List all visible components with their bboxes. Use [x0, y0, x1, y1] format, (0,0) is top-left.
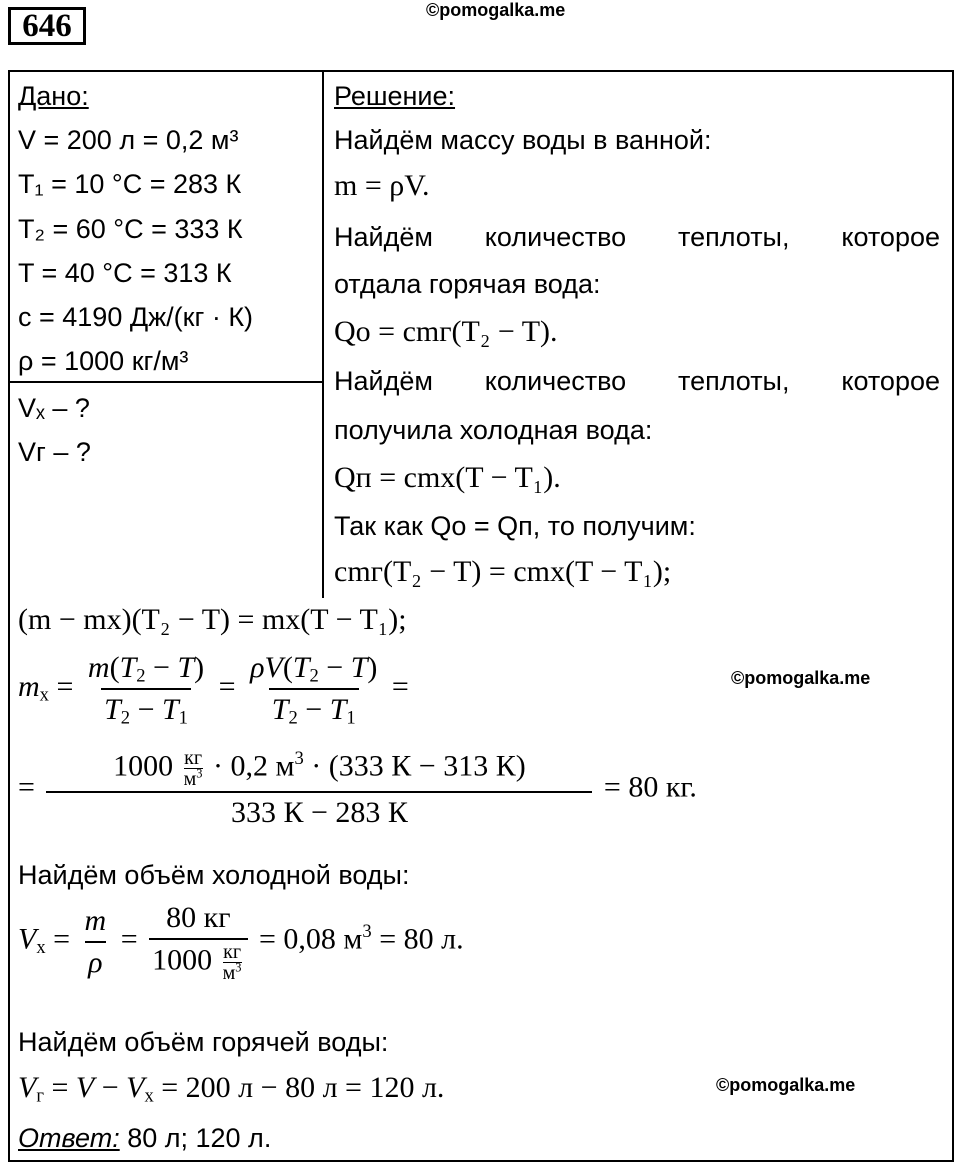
solution-step4: Так как Qо = Qп, то получим:	[334, 511, 696, 541]
watermark: ©pomogalka.me	[426, 0, 566, 20]
formula-qp: Qп = cmх(T − T₁).	[334, 461, 561, 494]
formula-mass: m = ρV.	[334, 169, 430, 202]
mx-formula: $m_х$ = $\frac{m(T_2 - T)}{T_2 - T_1}$ = $\frac{\rho V(T_2 - T)}{T_2 - T_1}$ =	[18, 651, 409, 729]
given-volume: V = 200 л = 0,2 м³	[18, 125, 239, 155]
equation-balance: cmг(T₂ − T) = cmх(T − T₁);	[334, 555, 672, 588]
equation-expand: (m − mх)(T₂ − T) = mх(T − T₁);	[18, 603, 407, 636]
watermark: ©pomogalka.me	[716, 1075, 856, 1095]
mx-numeric: = 1000 кг $м^3$ · 0,2 $м^3 \cdot (333$ К − 313 К) 333 К − 283 К = 80 кг.	[18, 747, 697, 829]
solution-step3-line2: получила холодная вода:	[334, 415, 653, 445]
vx-formula: $V_х$ = $\frac{m}{\rho}$ = 80 кг 1000 кг $м^3$ = 0,08 $м^3 = 80$ л.	[18, 901, 464, 984]
solution-step2-line1: Найдём количество теплоты, которое	[334, 222, 940, 252]
given-c: c = 4190 Дж/(кг · К)	[18, 302, 254, 332]
answer-value: 80 л; 120 л.	[127, 1123, 272, 1153]
answer-line	[18, 1122, 271, 1154]
solution-step2-line2: отдала горячая вода:	[334, 269, 601, 299]
find-vg: Vг – ?	[18, 437, 91, 467]
given-t1: T₁ = 10 °C = 283 К	[18, 169, 242, 199]
given-find-divider	[8, 381, 324, 383]
solution-step5: Найдём объём холодной воды:	[18, 860, 410, 890]
watermark: ©pomogalka.me	[731, 668, 871, 688]
find-vx: Vₓ – ?	[18, 393, 90, 423]
solution-step6: Найдём объём горячей воды:	[18, 1027, 389, 1057]
given-t2: T₂ = 60 °C = 333 К	[18, 214, 243, 244]
formula-qo: Qо = cmг(T₂ − T).	[334, 315, 558, 348]
column-divider	[322, 70, 324, 598]
given-rho: ρ = 1000 кг/м³	[18, 346, 189, 376]
solution-title: Решение:	[334, 81, 456, 111]
given-t: T = 40 °C = 313 К	[18, 258, 232, 288]
problem-number: 646	[8, 7, 86, 45]
answer-label: Ответ:	[18, 1123, 120, 1153]
solution-step3-line1: Найдём количество теплоты, которое	[334, 366, 940, 396]
given-title: Дано:	[18, 81, 89, 111]
solution-step1: Найдём массу воды в ванной:	[334, 125, 712, 155]
vg-formula: $V_г = V - V_х = 200$ л − 80 л = 120 л.	[18, 1071, 445, 1107]
